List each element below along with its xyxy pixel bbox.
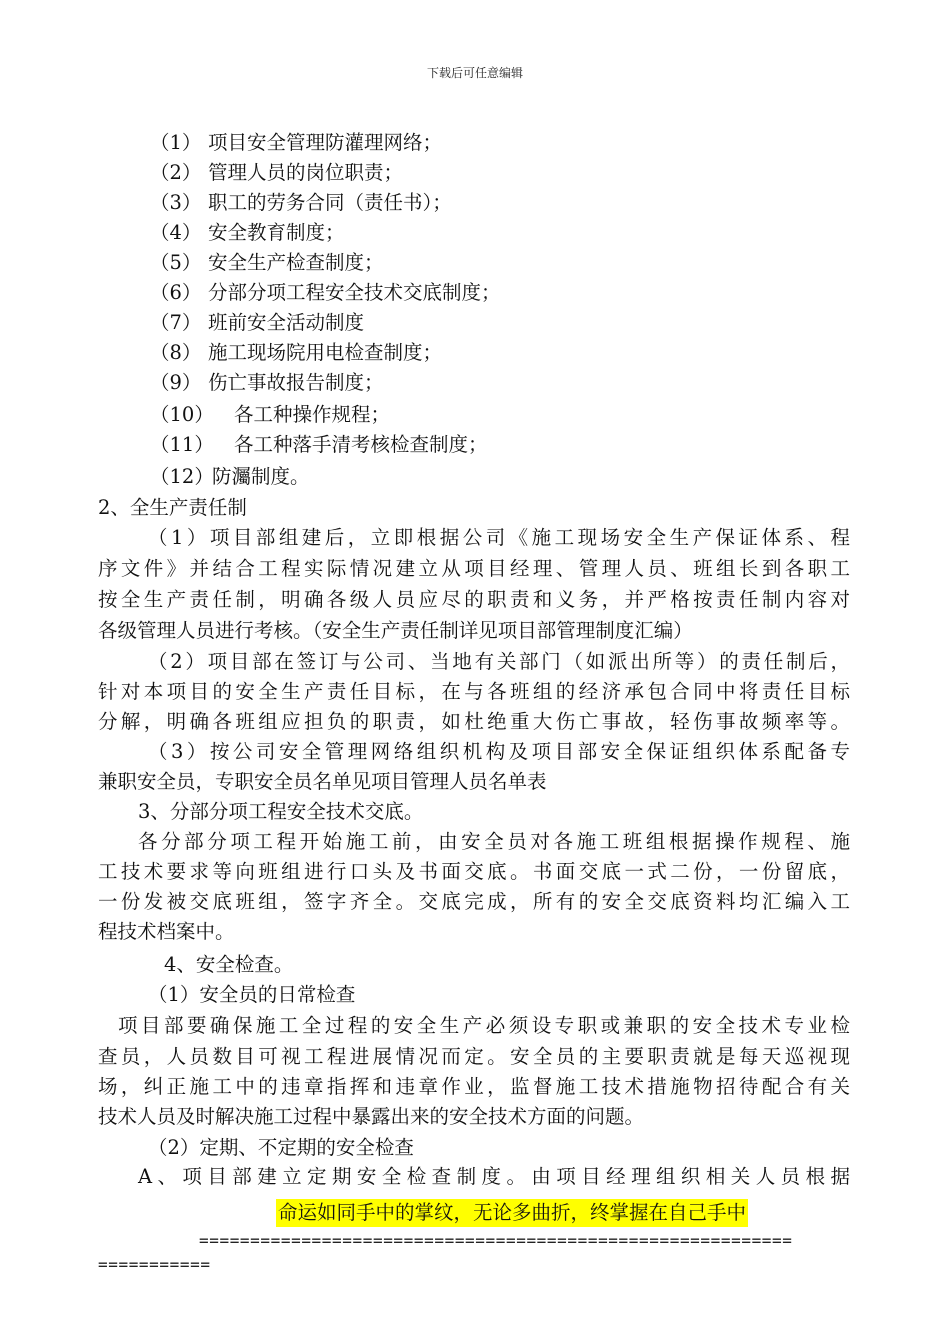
paragraph-line: 一份发被交底班组，签字齐全。交底完成，所有的安全交底资料均汇编入工 xyxy=(98,890,850,913)
list-item xyxy=(150,218,345,248)
separator-line: =========== xyxy=(98,1255,211,1274)
paragraph-line: 工技术要求等向班组进行口头及书面交底。书面交底一式二份，一份留底， xyxy=(98,860,850,883)
list-item xyxy=(150,430,488,460)
list-text: 班前安全活动制度 xyxy=(208,311,365,334)
list-number: （1） xyxy=(150,131,202,154)
list-number: （4） xyxy=(150,221,202,244)
paragraph-line: 各级管理人员进行考核。（安全生产责任制详见项目部管理制度汇编） xyxy=(98,619,693,642)
section-heading: 3、分部分项工程安全技术交底。 xyxy=(138,800,424,823)
list-item xyxy=(150,188,452,218)
list-text: 防灟制度。 xyxy=(212,465,310,488)
list-item xyxy=(150,158,403,188)
list-item xyxy=(150,128,442,158)
page-header: 下载后可任意编辑 xyxy=(426,66,523,80)
paragraph-line: 兼职安全员，专职安全员名单见项目管理人员名单表 xyxy=(98,770,547,793)
paragraph-line: 查员，人员数目可视工程进展情况而定。安全员的主要职责就是每天巡视现 xyxy=(98,1045,850,1068)
list-number: （2） xyxy=(150,161,202,184)
list-text: 伤亡事故报告制度； xyxy=(208,371,384,394)
list-number: （10） xyxy=(150,403,214,426)
list-text: 分部分项工程安全技术交底制度； xyxy=(208,281,501,304)
paragraph-line: 技术人员及时解决施工过程中暴露出来的安全技术方面的问题。 xyxy=(98,1105,645,1128)
list-item xyxy=(150,278,501,308)
paragraph-line: 场，纠正施工中的违章指挥和违章作业，监督施工技术措施物招待配合有关 xyxy=(98,1075,850,1098)
paragraph-line: （3）按公司安全管理网络组织机构及项目部安全保证组织体系配备专 xyxy=(148,740,850,763)
list-number: （12） xyxy=(150,465,214,488)
list-text: 施工现场院用电检查制度； xyxy=(208,341,443,364)
list-text: 安全生产检查制度； xyxy=(208,251,384,274)
list-number: （8） xyxy=(150,341,202,364)
paragraph-line: 项目部要确保施工全过程的安全生产必须设专职或兼职的安全技术专业检 xyxy=(118,1014,850,1037)
list-item xyxy=(150,308,364,338)
paragraph-line: 程技术档案中。 xyxy=(98,920,235,943)
paragraph-line: 分解，明确各班组应担负的职责，如杜绝重大伤亡事故，轻伤事故频率等。 xyxy=(98,710,850,733)
list-number: （11） xyxy=(150,433,214,456)
paragraph-line: 针对本项目的安全生产责任目标，在与各班组的经济承包合同中将责任目标 xyxy=(98,680,850,703)
list-item xyxy=(150,400,390,430)
section-heading: 2、全生产责任制 xyxy=(98,496,247,519)
list-number: （9） xyxy=(150,371,202,394)
paragraph-line: （2）项目部在签订与公司、当地有关部门（如派出所等）的责任制后， xyxy=(148,650,850,673)
list-text: 各工种操作规程； xyxy=(234,403,391,426)
list-number: （3） xyxy=(150,191,202,214)
list-item xyxy=(150,368,384,398)
section-heading: 4、安全检查。 xyxy=(164,953,294,976)
paragraph-line: （1）项目部组建后，立即根据公司《施工现场安全生产保证体系、程 xyxy=(148,526,850,549)
list-number: （6） xyxy=(150,281,202,304)
list-number: （7） xyxy=(150,311,202,334)
list-text: 各工种落手清考核检查制度； xyxy=(234,433,488,456)
separator-line: ========================================================== xyxy=(199,1231,793,1250)
paragraph-line: A、项目部建立定期安全检查制度。由项目经理组织相关人员根据 xyxy=(138,1165,850,1188)
subsection-heading: （1）安全员的日常检查 xyxy=(148,983,356,1006)
list-item xyxy=(150,248,384,278)
list-text: 职工的劳务合同（责任书）； xyxy=(208,191,452,214)
list-text: 项目安全管理防灌理网络； xyxy=(208,131,443,154)
list-item xyxy=(150,462,310,492)
list-number: （5） xyxy=(150,251,202,274)
list-text: 安全教育制度； xyxy=(208,221,345,244)
subsection-heading: （2）定期、不定期的安全检查 xyxy=(148,1136,414,1159)
list-text: 管理人员的岗位职责； xyxy=(208,161,404,184)
paragraph-line: 按全生产责任制，明确各级人员应尽的职责和义务，并严格按责任制内容对 xyxy=(98,588,850,611)
paragraph-line: 各分部分项工程开始施工前，由安全员对各施工班组根据操作规程、施 xyxy=(138,830,850,853)
list-item xyxy=(150,338,442,368)
paragraph-line: 序文件》并结合工程实际情况建立从项目经理、管理人员、班组长到各职工 xyxy=(98,557,850,580)
highlighted-motto: 命运如同手中的掌纹，无论多曲折，终掌握在自己手中 xyxy=(276,1199,748,1227)
